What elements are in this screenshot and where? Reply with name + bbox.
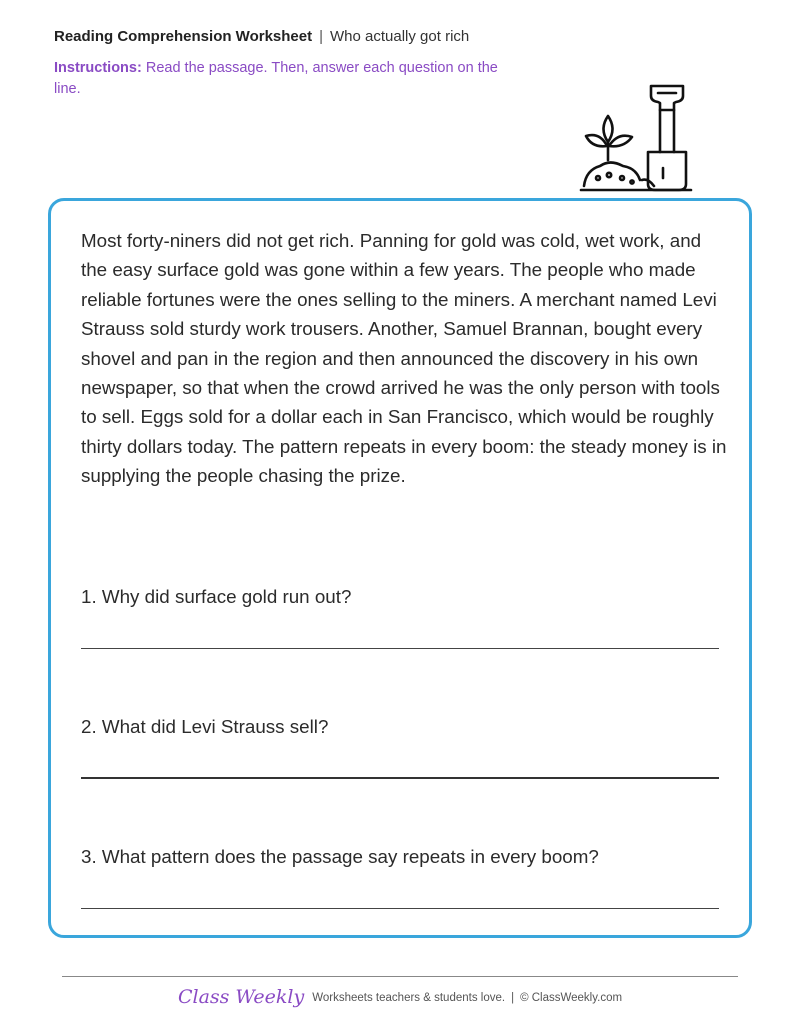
footer-copyright: © ClassWeekly.com [520, 991, 623, 1004]
footer-tagline: Worksheets teachers & students love. [312, 991, 506, 1004]
worksheet-title: Reading Comprehension Worksheet [54, 28, 313, 45]
header-separator: | [319, 28, 324, 45]
instructions [54, 58, 514, 100]
worksheet-topic: Who actually got rich [330, 28, 470, 45]
answer-line-2[interactable] [81, 777, 719, 779]
footer [0, 986, 800, 1008]
answer-line-1[interactable] [81, 648, 719, 649]
footer-divider [62, 976, 738, 977]
question-2: 2. What did Levi Strauss sell? [81, 716, 329, 737]
brand-logo: Class Weekly [177, 986, 305, 1008]
reading-passage: Most forty-niners did not get rich. Panning for gold was cold, wet work, and the easy surface gold was gone within a few years. The people who made reliable fortunes were the ones selling to the miners. A merchant named Levi Strauss sold sturdy work trousers. Another, Samuel Brannan, bought every shovel and pan in the region and then announced the discovery in his own newspaper, so that when the crowd arrived he was the only person with tools to sell. Eggs sold for a dollar each in San Francisco, which would be roughly thirty dollars today. The pattern repeats in every boom: the steady money is in supplying the people chasing the prize. [81, 230, 727, 487]
shovel-and-sprout-icon [578, 82, 694, 194]
instructions-text: Read the passage. Then, answer each question on the line. [54, 60, 498, 97]
answer-line-3[interactable] [81, 908, 719, 909]
question-3: 3. What pattern does the passage say repeats in every boom? [81, 846, 599, 867]
question-1: 1. Why did surface gold run out? [81, 586, 352, 607]
footer-separator: | [511, 991, 515, 1004]
worksheet-header [54, 27, 469, 47]
instructions-label: Instructions: [54, 60, 142, 76]
